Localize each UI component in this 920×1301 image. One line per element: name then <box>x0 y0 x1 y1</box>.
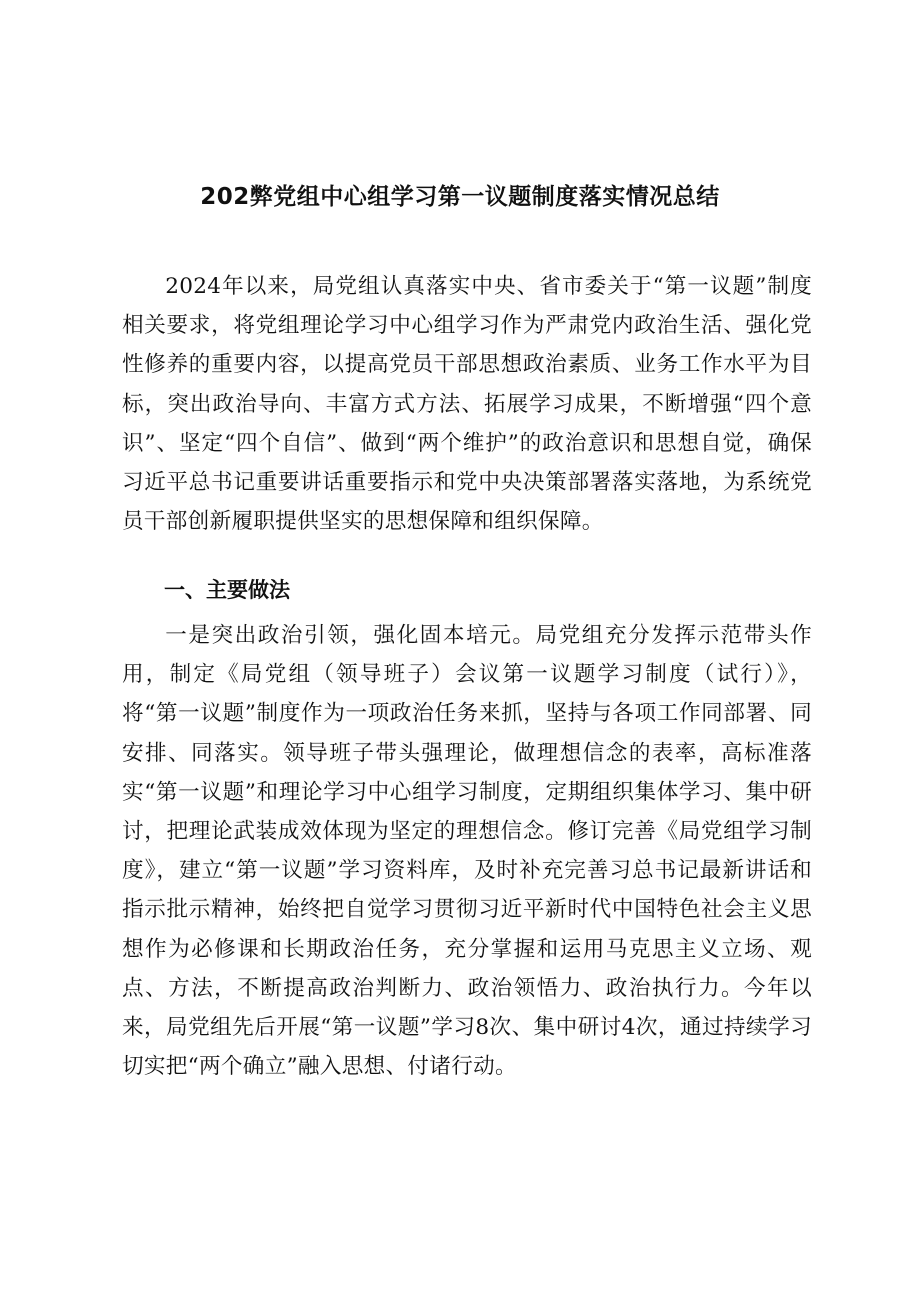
practice-paragraph-1: 一是突出政治引领，强化固本培元。局党组充分发挥示范带头作用，制定《局党组（领导班子）会议第一议题学习制度（试行）》，将“第一议题”制度作为一项政治任务来抓，坚持与各项工作同部署、同安排、同落实。领导班子带头强理论，做理想信念的表率，高标准落实“第一议题”和理论学习中心组学习制度，定期组织集体学习、集中研讨，把理论武装成效体现为坚定的理想信念。修订完善《局党组学习制度》，建立“第一议题”学习资料库，及时补充完善习总书记最新讲话和指示批示精神，始终把自觉学习贯彻习近平新时代中国特色社会主义思想作为必修课和长期政治任务，充分掌握和运用马克思主义立场、观点、方法，不断提高政治判断力、政治领悟力、政治执行力。今年以来，局党组先后开展“第一议题”学习8次、集中研讨4次，通过持续学习切实把“两个确立”融入思想、付诸行动。 <box>122 623 812 1080</box>
document-title: 202弊党组中心组学习第一议题制度落实情况总结 <box>200 184 720 210</box>
intro-paragraph: 2024年以来，局党组认真落实中央、省市委关于“第一议题”制度相关要求，将党组理论学习中心组学习作为严肃党内政治生活、强化党性修养的重要内容，以提高党员干部思想政治素质、业务工作水平为目标，突出政治导向、丰富方式方法、拓展学习成果，不断增强“四个意识”、坚定“四个自信”、做到“两个维护”的政治意识和思想自觉，确保习近平总书记重要讲话重要指示和党中央决策部署落实落地，为系统党员干部创新履职提供坚实的思想保障和组织保障。 <box>122 274 812 535</box>
section-heading-main-practices: 一、主要做法 <box>164 578 290 602</box>
